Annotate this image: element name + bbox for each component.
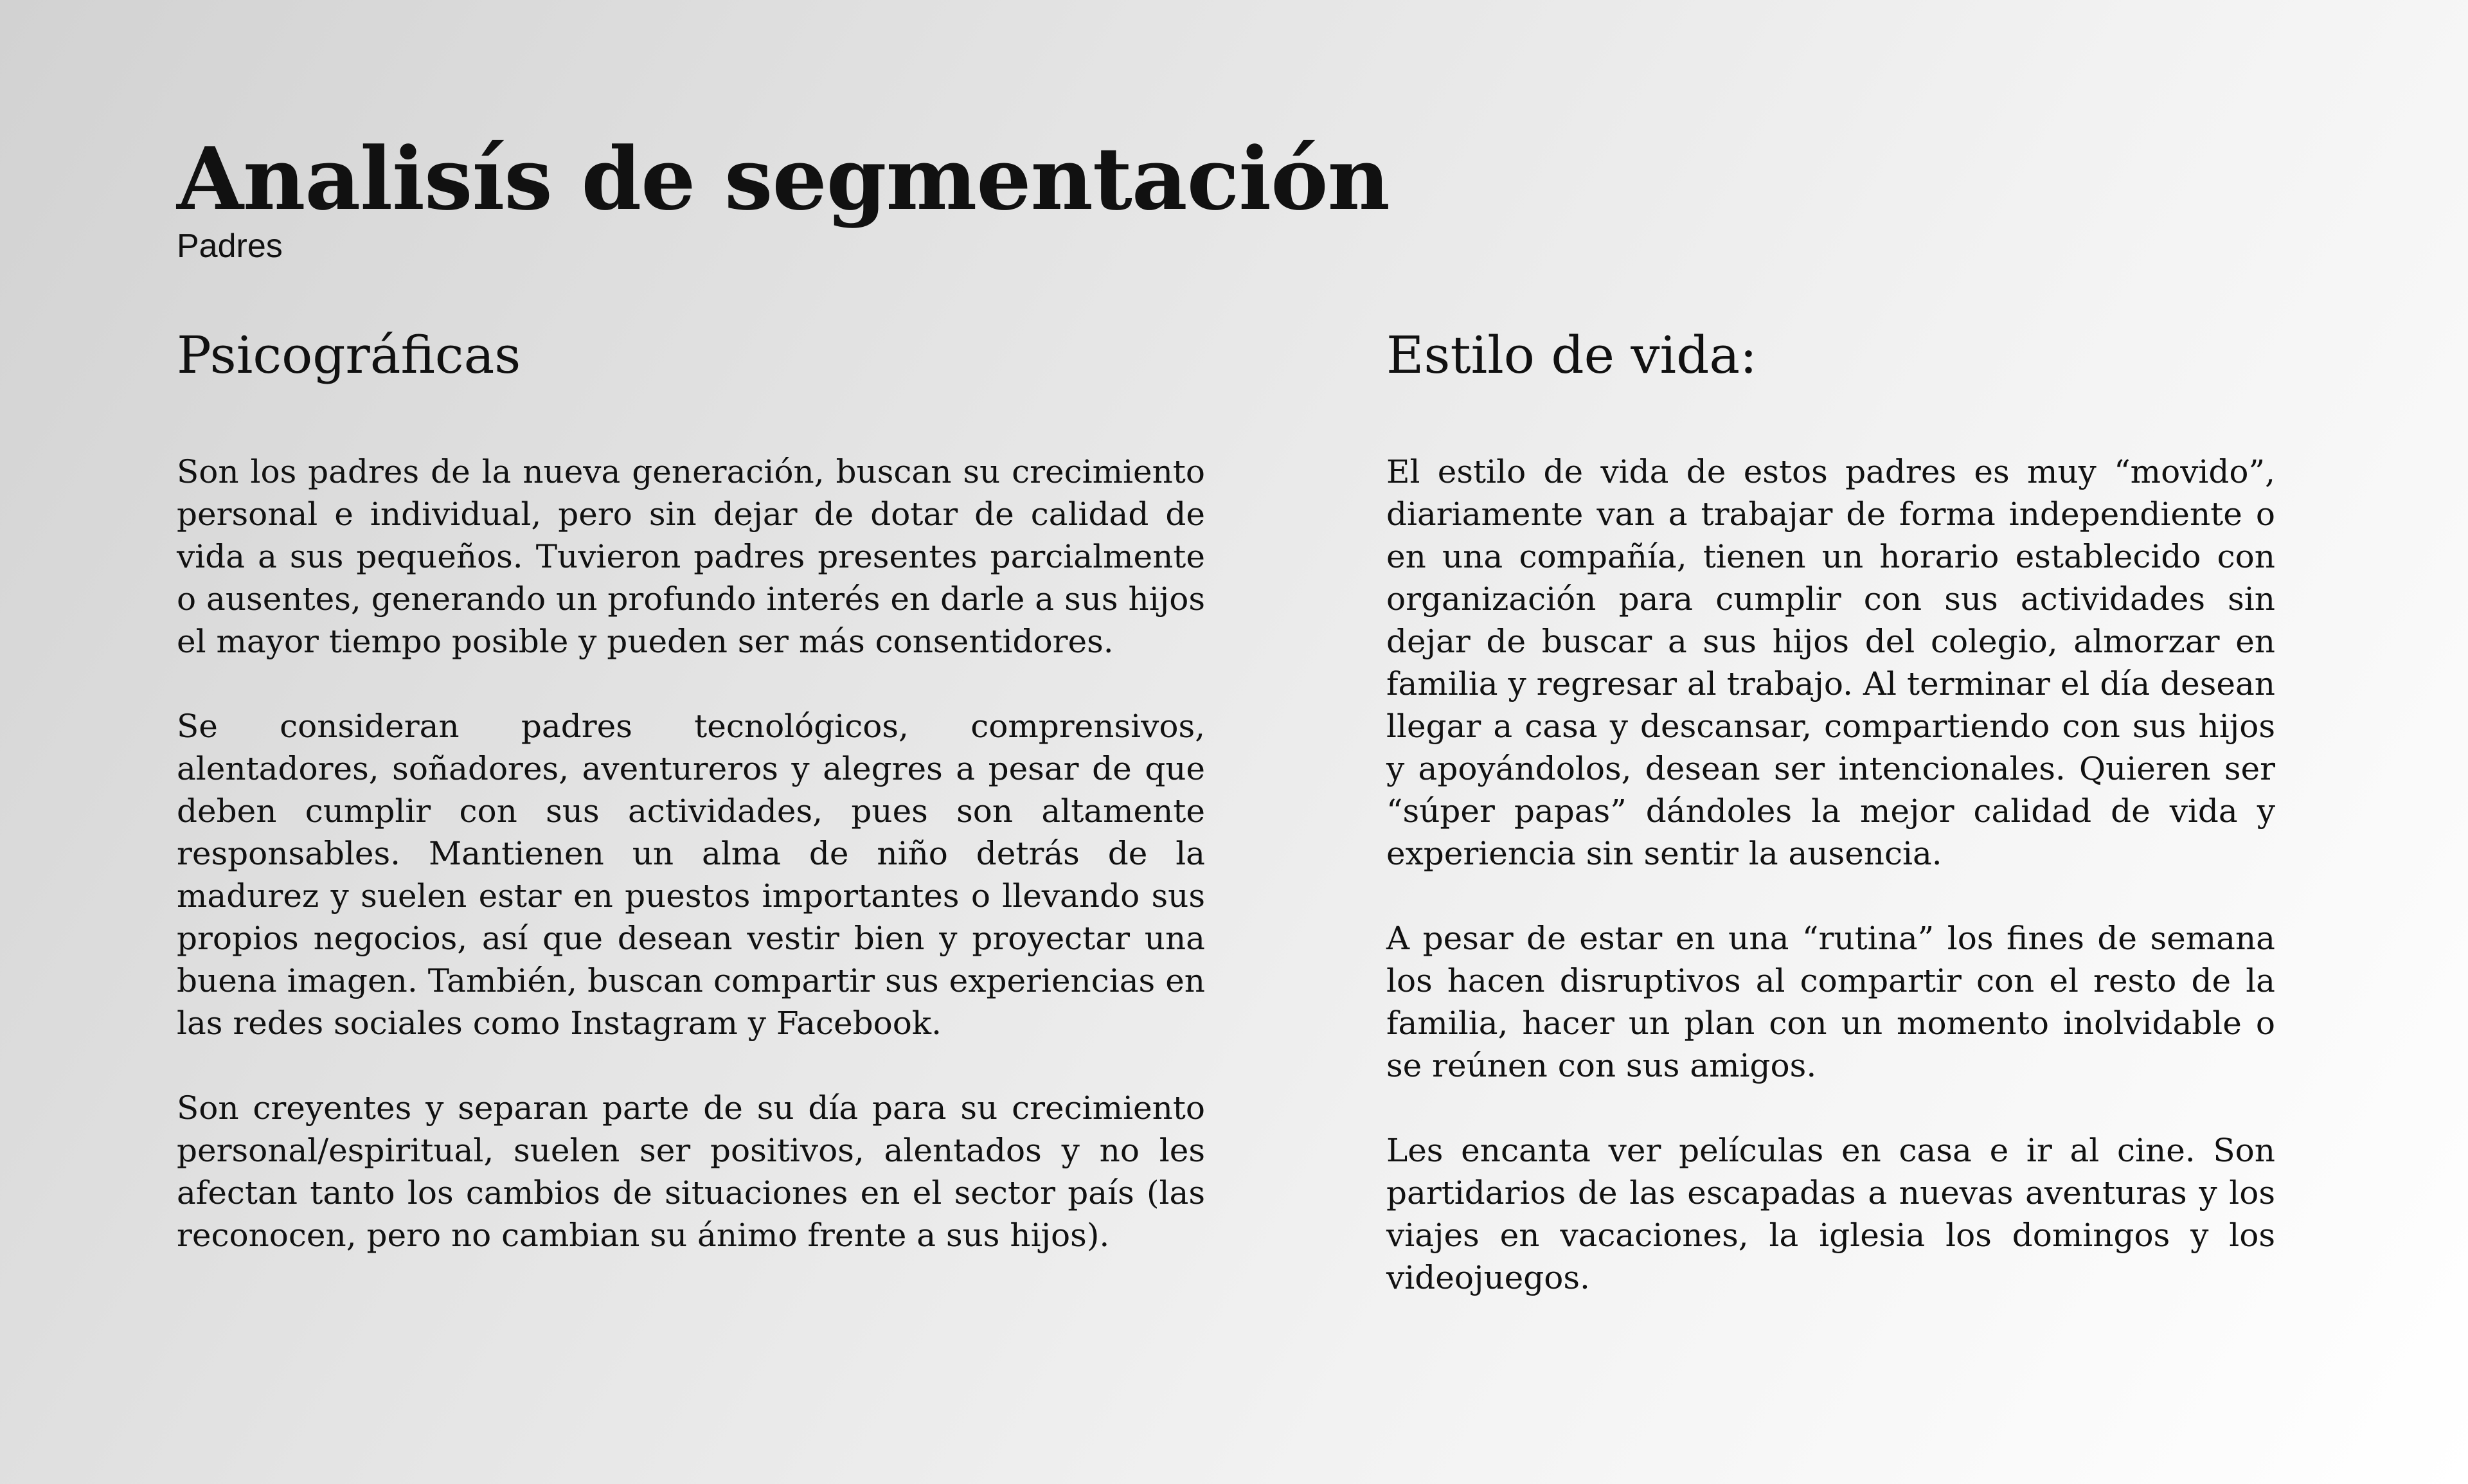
psychographics-paragraph: Se consideran padres tecnológicos, comprensivos, alentadores, soñadores, aventureros y alegres a pesar de que deben cumplir con sus actividades, pues son altamente responsables. Mantienen un alma de niño detrás de la madurez y suelen estar en puestos importantes o llevando sus propios negocios, así que desean vestir bien y proyectar una buena imagen. También, buscan compartir sus experiencias en las redes sociales como Instagram y Facebook. [177, 708, 1205, 1042]
lifestyle-paragraph: Les encanta ver películas en casa e ir al cine. Son partidarios de las escapadas a nuevas aventuras y los viajes en vacaciones, la iglesia los domingos y los videojuegos. [1386, 1132, 2275, 1296]
page-title: Analisís de segmentación [177, 128, 1390, 229]
lifestyle-body [1386, 451, 2275, 1299]
psychographics-paragraph: Son creyentes y separan parte de su día para su crecimiento personal/espiritual, suelen ser positivos, alentados y no les afectan tanto los cambios de situaciones en el sector país (las reconocen, pero no cambian su ánimo frente a sus hijos). [177, 1089, 1205, 1254]
lifestyle-paragraph: A pesar de estar en una “rutina” los fines de semana los hacen disruptivos al compartir con el resto de la familia, hacer un plan con un momento inolvidable o se reúnen con sus amigos. [1386, 920, 2275, 1084]
psychographics-heading: Psicográficas [177, 325, 521, 385]
psychographics-paragraph: Son los padres de la nueva generación, buscan su crecimiento personal e individual, pero sin dejar de dotar de calidad de vida a sus pequeños. Tuvieron padres presentes parcialmente o ausentes, generando un profundo interés en darle a sus hijos el mayor tiempo posible y pueden ser más consentidores. [177, 453, 1205, 660]
psychographics-body [177, 451, 1205, 1256]
lifestyle-heading: Estilo de vida: [1386, 325, 1757, 385]
psychographics-section [177, 325, 1205, 1299]
lifestyle-paragraph: El estilo de vida de estos padres es muy “movido”, diariamente van a trabajar de forma independiente o en una compañía, tienen un horario establecido con organización para cumplir con sus actividades sin dejar de buscar a sus hijos del colegio, almorzar en familia y regresar al trabajo. Al terminar el día desean llegar a casa y descansar, compartiendo con sus hijos y apoyándolos, desean ser intencionales. Quieren ser “súper papas” dándoles la mejor calidad de vida y experiencia sin sentir la ausencia. [1386, 453, 2275, 872]
lifestyle-section [1386, 325, 2275, 1341]
page-subtitle: Padres [177, 228, 283, 265]
